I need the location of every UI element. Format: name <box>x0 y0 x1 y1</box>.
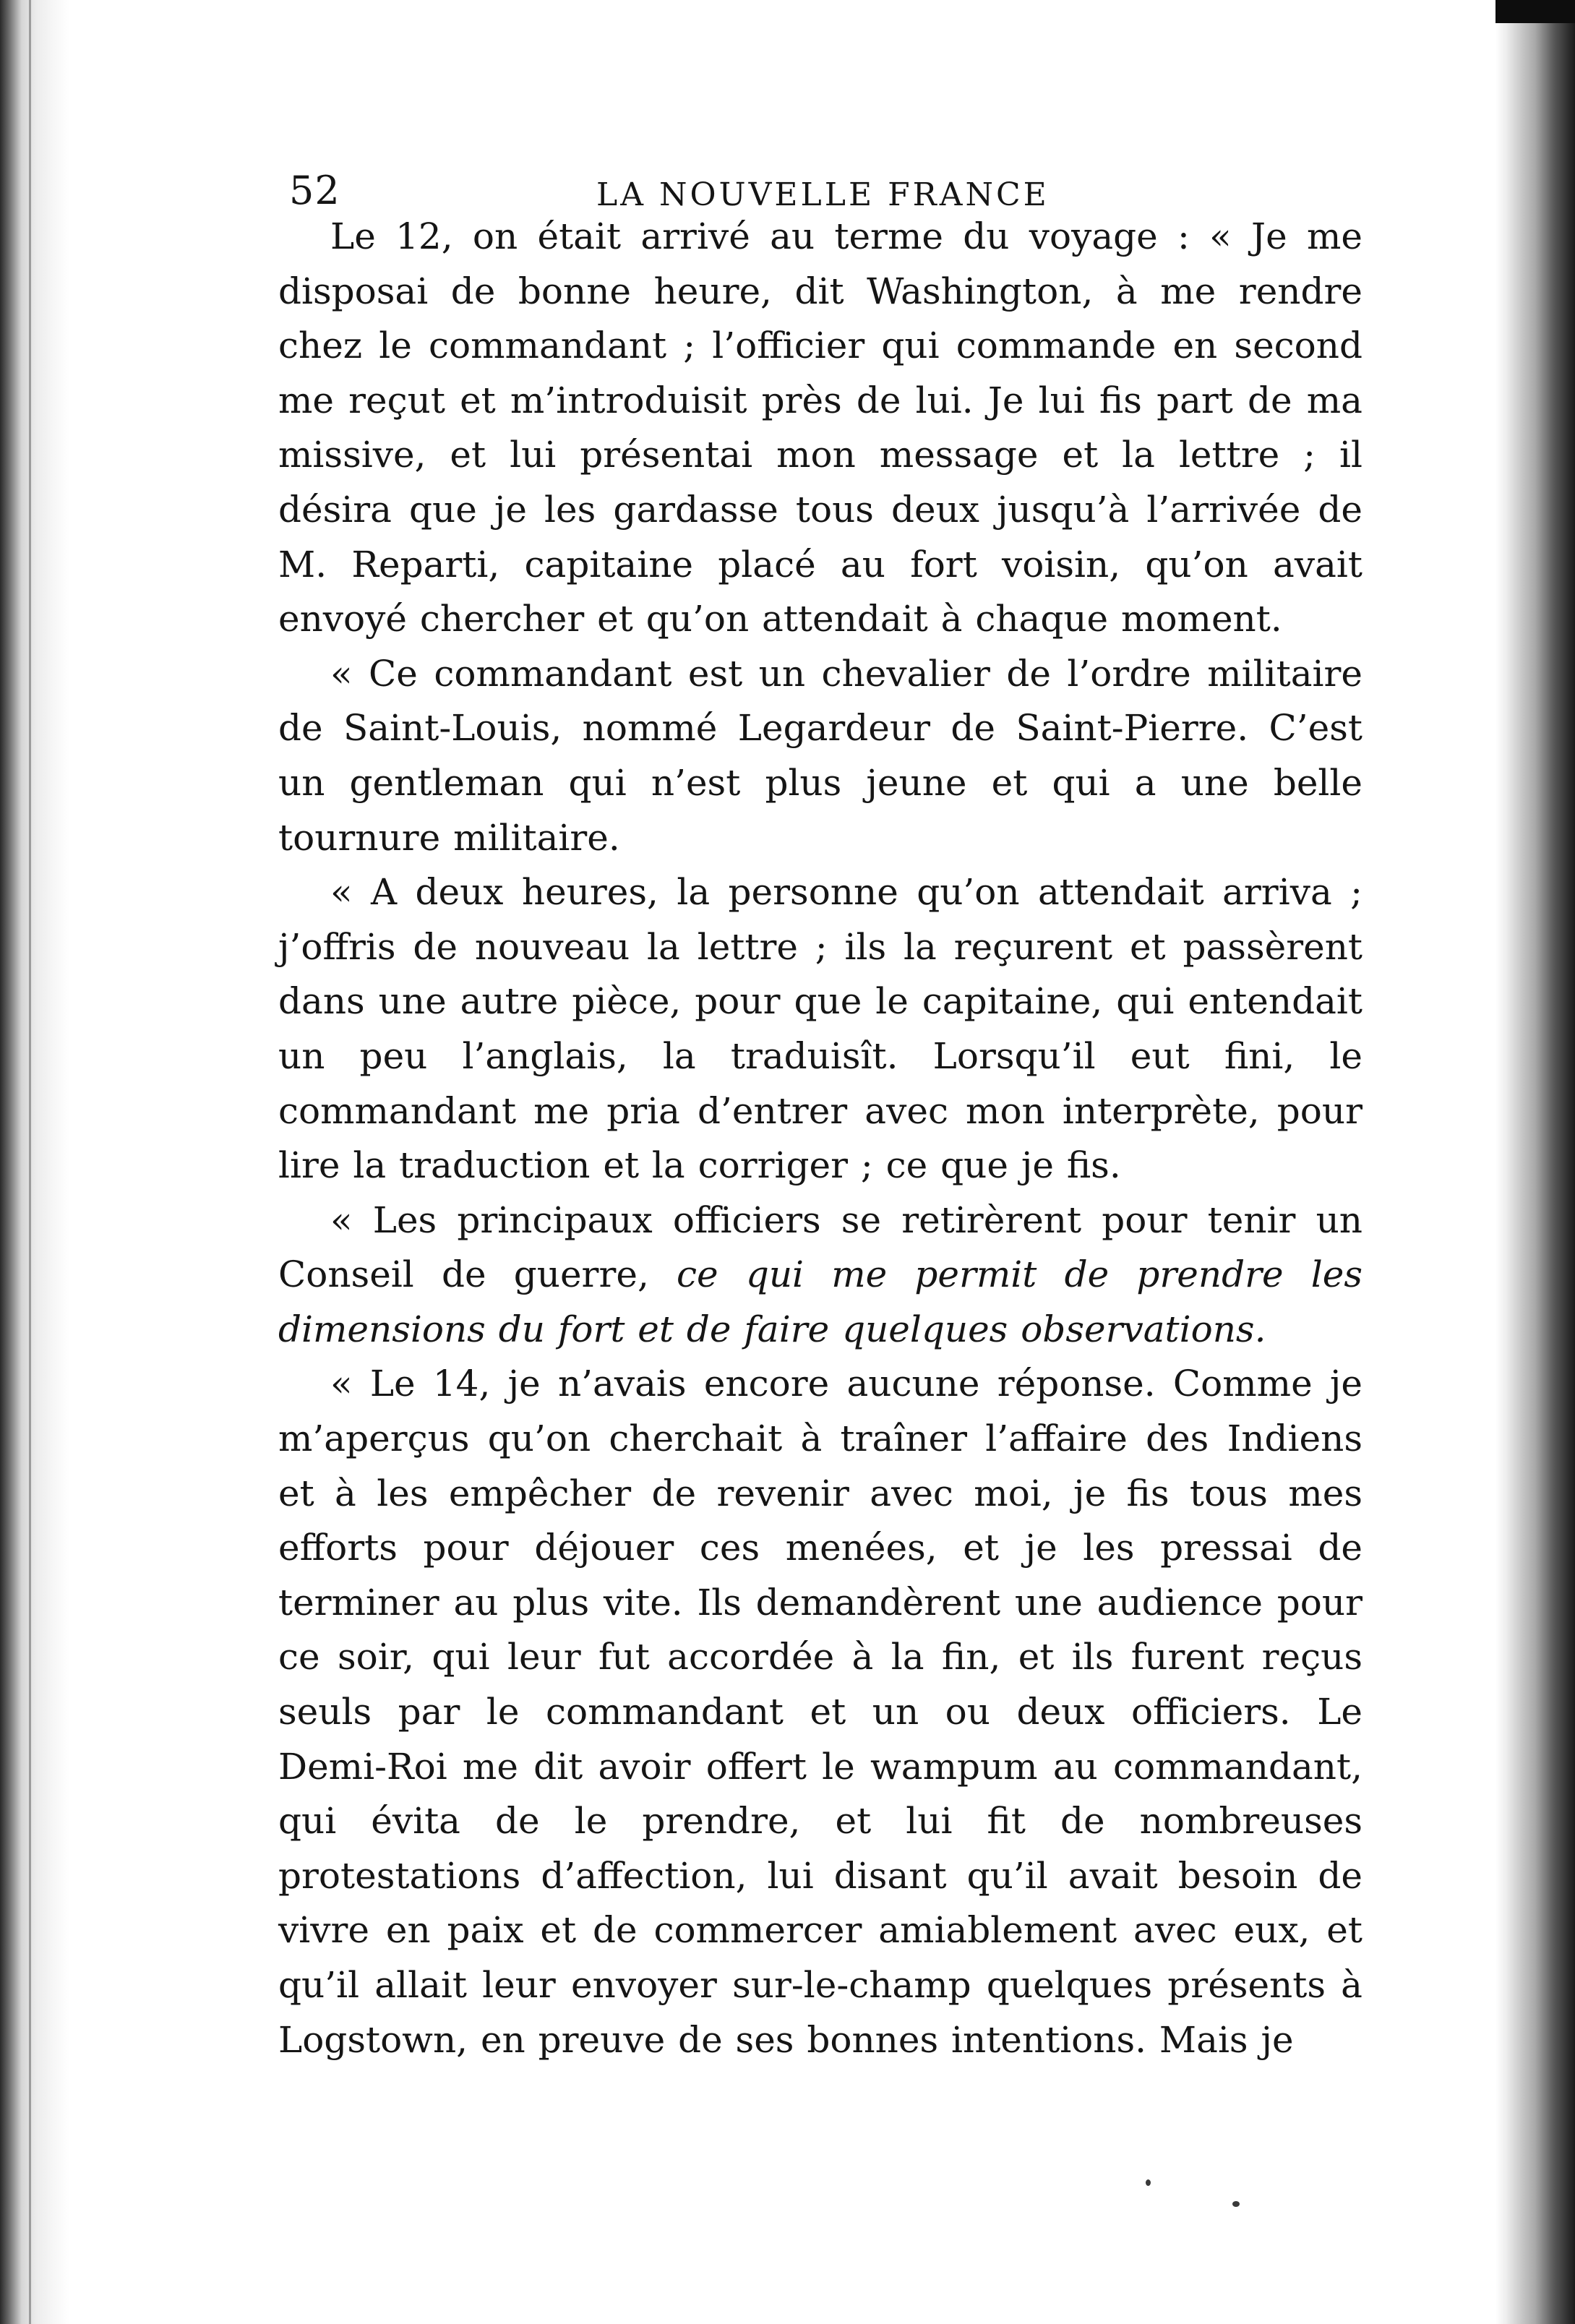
paragraph-4-italic: ce qui me permit de prendre les dimensions du fort et de faire quelques observations. <box>278 1253 1362 1350</box>
paragraph-1 <box>278 210 1362 647</box>
paragraph-4 <box>278 1193 1362 1358</box>
page-number: 52 <box>289 168 340 213</box>
paragraph-5-text: « Le 14, je n’avais encore aucune réponse. Comme je m’aperçus qu’on cherchait à traîner l’affaire des Indiens et à les empêcher de revenir avec moi, je fis tous mes efforts pour déjouer ces menées, et je les pressai de terminer au plus vite. Ils demandèrent une audience pour ce soir, qui leur fut accordée à la fin, et ils furent reçus seuls par le commandant et un ou deux officiers. Le Demi-Roi me dit avoir offert le wampum au commandant, qui évita de le prendre, et lui fit de nombreuses protestations d’affection, lui disant qu’il avait besoin de vivre en paix et de commercer amiablement avec eux, et qu’il allait leur envoyer sur-le-champ quelques présents à Logstown, en preuve de ses bonnes intentions. Mais je <box>278 1363 1362 2061</box>
scan-right-top-strip <box>1495 0 1575 23</box>
page-header <box>278 160 1362 218</box>
running-title: LA NOUVELLE FRANCE <box>596 176 1050 213</box>
paragraph-2 <box>278 647 1362 865</box>
scan-left-edge-line <box>29 0 31 2324</box>
paragraph-1-text: Le 12, on était arrivé au terme du voyage : « Je me disposai de bonne heure, dit Washington, à me rendre chez le commandant ; l’officier qui commande en second me reçut et m’introduisit près de lui. Je lui fis part de ma missive, et lui présentai mon message et la lettre ; il désira que je les gardasse tous deux jusqu’à l’arrivée de M. Reparti, capitaine placé au fort voisin, qu’on avait envoyé chercher et qu’on attendait à chaque moment. <box>278 215 1362 640</box>
paragraph-2-text: « Ce commandant est un chevalier de l’ordre militaire de Saint-Louis, nommé Legardeur de Saint-Pierre. C’est un gentleman qui n’est plus jeune et qui a une belle tournure militaire. <box>278 652 1362 859</box>
paragraph-3 <box>278 865 1362 1193</box>
scan-right-edge <box>1495 0 1575 2324</box>
scan-speck <box>1146 2179 1151 2186</box>
book-page <box>278 160 1362 2067</box>
scan-left-edge <box>0 0 69 2324</box>
paragraph-5 <box>278 1357 1362 2067</box>
paragraph-4-text: « Les principaux officiers se retirèrent pour tenir un Conseil de guerre, <box>278 1199 1362 1296</box>
body-text <box>278 210 1362 2067</box>
scan-speck <box>1232 2201 1240 2207</box>
paragraph-3-text: « A deux heures, la personne qu’on attendait arriva ; j’offris de nouveau la lettre ; ils la reçurent et passèrent dans une autre pièce, pour que le capitaine, qui entendait un peu l’anglais, la traduisît. Lorsqu’il eut fini, le commandant me pria d’entrer avec mon interprète, pour lire la traduction et la corriger ; ce que je fis. <box>278 871 1362 1187</box>
